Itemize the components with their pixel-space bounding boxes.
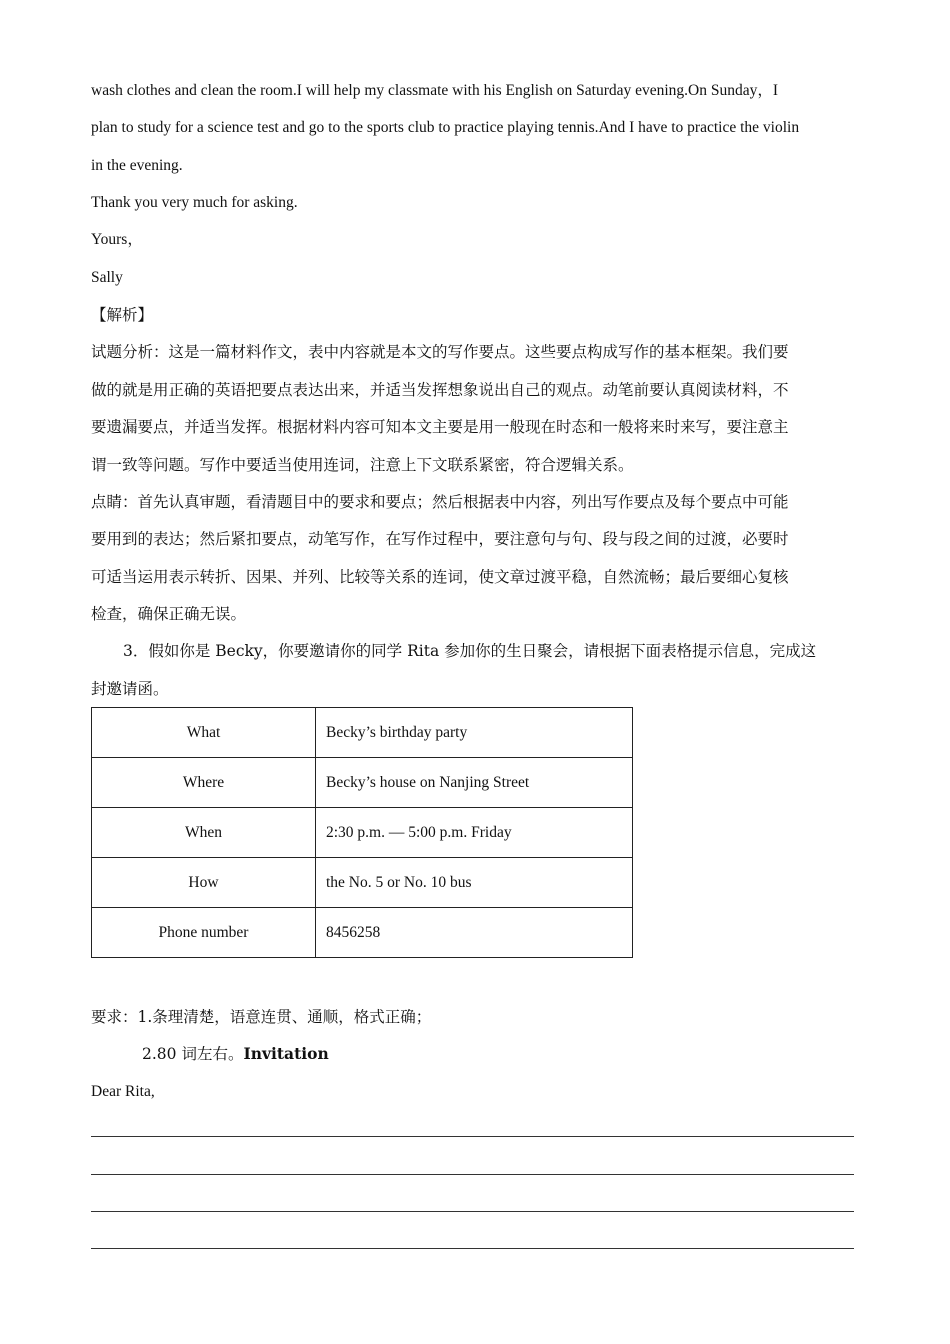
- table-value: 2:30 p.m. — 5:00 p.m. Friday: [316, 808, 633, 858]
- table-row: [92, 808, 633, 858]
- table-key: Where: [92, 758, 316, 808]
- table-key: How: [92, 858, 316, 908]
- analysis-p2-line-4: 检查，确保正确无误。: [91, 605, 247, 623]
- table-key: Phone number: [92, 908, 316, 958]
- table-row: [92, 908, 633, 958]
- analysis-p2-line-1: 点睛：首先认真审题，看清题目中的要求和要点；然后根据表中内容，列出写作要点及每个要点中可能: [91, 493, 789, 511]
- analysis-p1-line-4: 谓一致等问题。写作中要适当使用连词，注意上下文联系紧密，符合逻辑关系。: [91, 456, 634, 474]
- requirement-2-text: 2.80 词左右。: [142, 1045, 244, 1063]
- question-line-1: 3．假如你是 Becky，你要邀请你的同学 Rita 参加你的生日聚会，请根据下面表格提示信息，完成这: [123, 642, 817, 660]
- table-value: Becky’s house on Nanjing Street: [316, 758, 633, 808]
- answer-line-2[interactable]: [91, 1174, 854, 1175]
- letter-line-2: plan to study for a science test and go to the sports club to practice playing tennis.And I have to practice the violin: [91, 119, 800, 136]
- answer-line-4[interactable]: [91, 1248, 854, 1249]
- letter-closing: Yours，: [91, 231, 143, 248]
- requirement-2: [142, 1044, 329, 1064]
- answer-line-1[interactable]: [91, 1136, 854, 1137]
- requirement-1: 要求：1.条理清楚，语意连贯、通顺，格式正确；: [91, 1008, 432, 1026]
- table-value: Becky’s birthday party: [316, 708, 633, 758]
- letter-line-3: in the evening.: [91, 157, 183, 174]
- table-value: 8456258: [316, 908, 633, 958]
- info-table: [91, 707, 633, 958]
- analysis-p1-line-3: 要遗漏要点，并适当发挥。根据材料内容可知本文主要是用一般现在时态和一般将来时来写，要注意主: [91, 418, 789, 436]
- table-key: What: [92, 708, 316, 758]
- table-value: the No. 5 or No. 10 bus: [316, 858, 633, 908]
- table-row: [92, 858, 633, 908]
- table-row: [92, 708, 633, 758]
- analysis-p1-line-2: 做的就是用正确的英语把要点表达出来，并适当发挥想象说出自己的观点。动笔前要认真阅读材料，不: [91, 381, 789, 399]
- answer-line-3[interactable]: [91, 1211, 854, 1212]
- invitation-title: Invitation: [243, 1044, 329, 1063]
- analysis-p1-line-1: 试题分析：这是一篇材料作文，表中内容就是本文的写作要点。这些要点构成写作的基本框架。我们要: [91, 343, 789, 361]
- letter-thanks: Thank you very much for asking.: [91, 194, 298, 211]
- analysis-heading: 【解析】: [91, 306, 154, 324]
- analysis-p2-line-3: 可适当运用表示转折、因果、并列、比较等关系的连词，使文章过渡平稳，自然流畅；最后要细心复核: [91, 568, 789, 586]
- salutation: Dear Rita,: [91, 1083, 155, 1100]
- letter-line-1: wash clothes and clean the room.I will help my classmate with his English on Saturday evening.On Sunday，I: [91, 82, 779, 99]
- table-row: [92, 758, 633, 808]
- letter-signature: Sally: [91, 269, 123, 286]
- question-line-2: 封邀请函。: [91, 680, 169, 698]
- analysis-p2-line-2: 要用到的表达；然后紧扣要点，动笔写作，在写作过程中，要注意句与句、段与段之间的过渡，必要时: [91, 530, 789, 548]
- table-key: When: [92, 808, 316, 858]
